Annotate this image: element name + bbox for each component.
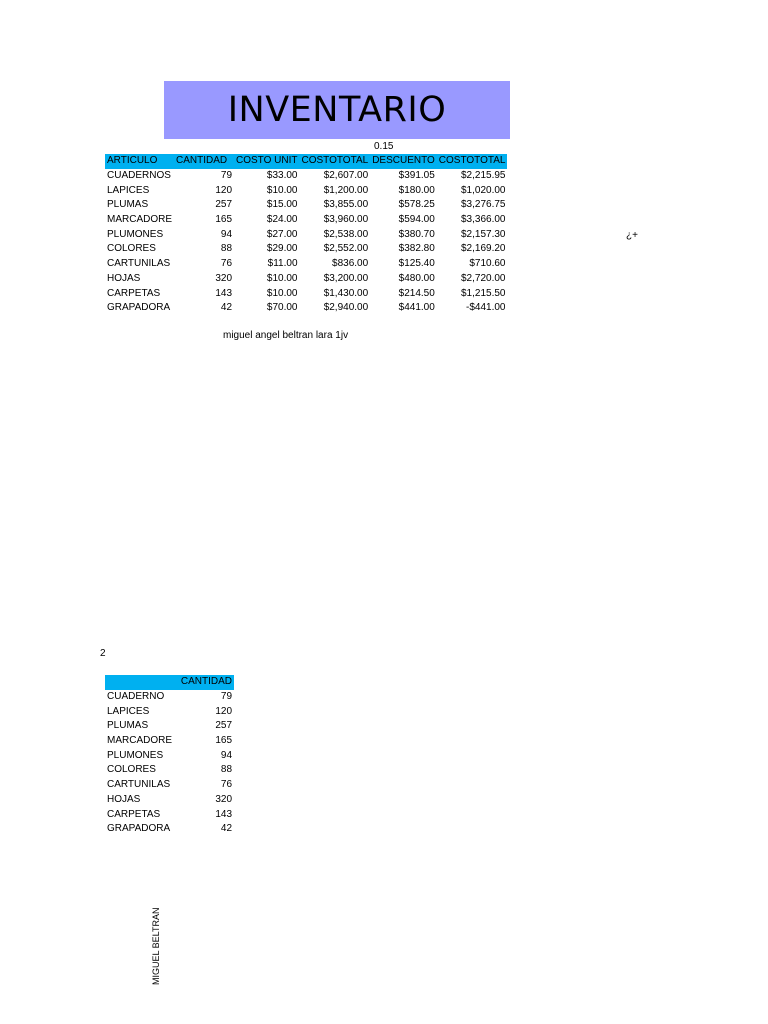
table-row [105,169,507,184]
table-row [105,704,234,719]
title-banner [164,81,510,139]
table-row [105,822,234,837]
table-cell: 165 [215,214,233,226]
table-cell: $3,960.00 [323,214,369,226]
sheet-number: 2 [100,648,106,659]
table-cell: 143 [215,808,233,820]
table-cell: GRAPADORA [107,302,171,314]
table-cell: $1,020.00 [460,184,506,196]
table-cell: CARTUNILAS [107,779,171,791]
table-cell: $441.00 [398,302,435,314]
table-row [105,257,507,272]
table-cell: CARPETAS [107,808,161,820]
table-row [105,213,507,228]
table-row [105,690,234,705]
table-cell: $180.00 [398,184,435,196]
header-row [105,154,507,169]
table-cell: COLORES [107,764,156,776]
table-cell: 320 [215,793,233,805]
table-cell: $27.00 [266,228,298,240]
table-cell: $1,430.00 [323,287,369,299]
table-cell: $2,607.00 [323,170,369,182]
table-cell: $2,940.00 [323,302,369,314]
table-cell: $382.80 [398,243,435,255]
table-cell: $24.00 [266,214,298,226]
table-row [105,719,234,734]
table-cell: $2,215.95 [460,170,506,182]
table-cell: 94 [220,228,233,240]
table-row [105,272,507,287]
table-cell: $3,855.00 [323,199,369,211]
table-cell: 320 [215,272,233,284]
table-row [105,227,507,242]
table-cell: $3,276.75 [460,199,506,211]
header-cell: ARTICULO [105,154,174,169]
table-cell: $3,200.00 [323,272,369,284]
table-cell: $2,157.30 [460,228,506,240]
header-row [105,675,234,690]
table-cell: 143 [215,287,233,299]
page-title: INVENTARIO [227,90,447,130]
table-cell: $480.00 [398,272,435,284]
table-cell: $836.00 [332,258,369,270]
table-cell: $1,215.50 [460,287,506,299]
table-row [105,748,234,763]
table-cell: HOJAS [107,272,141,284]
table-cell: -$441.00 [466,302,506,314]
header-cell [105,675,174,690]
table-cell: 120 [215,705,233,717]
table-cell: MARCADORE [107,735,173,747]
table-cell: 76 [220,779,233,791]
table-cell: $15.00 [266,199,298,211]
table-cell: 42 [220,302,233,314]
table-cell: CUADERNO [107,691,165,703]
table-row [105,807,234,822]
table-row [105,198,507,213]
table-cell: 88 [220,764,233,776]
table-cell: 42 [220,823,233,835]
table-cell: $380.70 [398,228,435,240]
table-row [105,242,507,257]
table-cell: $214.50 [398,287,435,299]
table-cell: 94 [220,749,233,761]
header-cell: COSTO UNIT [234,154,299,169]
table-row [105,301,507,316]
table-cell: $2,720.00 [460,272,506,284]
table-cell: PLUMONES [107,228,164,240]
table-cell: $391.05 [398,170,435,182]
vertical-author-label: MIGUEL BELTRAN [151,907,161,985]
table-cell: $3,366.00 [460,214,506,226]
table-cell: 165 [215,735,233,747]
header-cell: CANTIDAD [174,154,234,169]
table-cell: 79 [220,691,233,703]
table-cell: PLUMAS [107,720,149,732]
table-cell: 76 [220,258,233,270]
table-row [105,183,507,198]
header-cell: DESCUENTO [370,154,437,169]
table-cell: LAPICES [107,184,150,196]
table-cell: CUADERNOS [107,170,171,182]
header-cell: COSTOTOTAL [300,154,371,169]
table-cell: CARTUNILAS [107,258,171,270]
table-cell: 79 [220,170,233,182]
table-cell: GRAPADORA [107,823,171,835]
table-cell: HOJAS [107,793,141,805]
side-mark: ¿+ [626,230,638,241]
table-cell: $33.00 [266,170,298,182]
quantity-table [105,675,234,837]
table-cell: $70.00 [266,302,298,314]
table-cell: 257 [215,199,233,211]
table-row [105,734,234,749]
table-row [105,778,234,793]
table-cell: CARPETAS [107,287,161,299]
table-row [105,763,234,778]
table-cell: $125.40 [398,258,435,270]
table-cell: $11.00 [267,258,298,270]
table-cell: $10.00 [266,287,298,299]
discount-rate: 0.15 [374,141,394,152]
table-cell: $710.60 [469,258,506,270]
table-cell: $2,552.00 [323,243,369,255]
table-cell: COLORES [107,243,156,255]
header-cell: COSTOTOTAL [437,154,508,169]
author-note: miguel angel beltran lara 1jv [223,330,349,341]
table-row [105,793,234,808]
table-cell: $2,169.20 [460,243,506,255]
table-cell: $594.00 [398,214,435,226]
table-cell: $29.00 [266,243,298,255]
table-cell: PLUMAS [107,199,149,211]
table-cell: $1,200.00 [323,184,369,196]
inventory-table [105,154,507,316]
table-cell: $10.00 [266,272,298,284]
table-cell: 120 [215,184,233,196]
table-cell: $2,538.00 [323,228,369,240]
table-cell: 257 [215,720,233,732]
table-cell: $10.00 [266,184,298,196]
header-cell: CANTIDAD [174,675,234,690]
table-row [105,286,507,301]
table-cell: LAPICES [107,705,150,717]
table-cell: 88 [220,243,233,255]
table-cell: PLUMONES [107,749,164,761]
table-cell: MARCADORE [107,214,173,226]
table-cell: $578.25 [398,199,435,211]
